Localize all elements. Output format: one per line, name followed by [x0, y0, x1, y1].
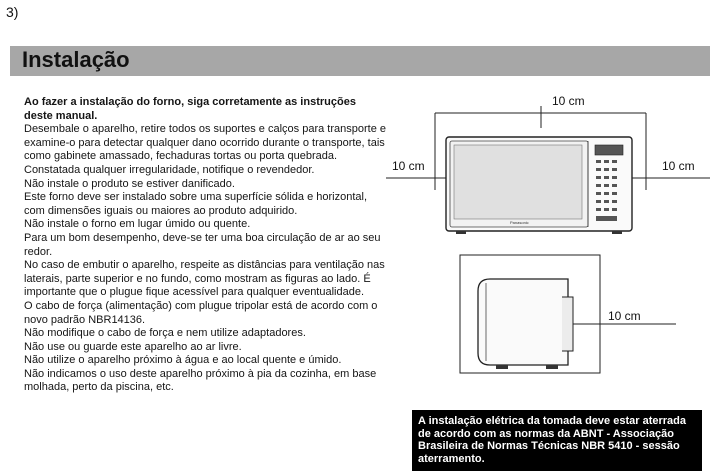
paragraph: Não indicamos o uso deste aparelho próximo à pia da cozinha, em base molhada, perto da piscina, etc.	[24, 367, 377, 394]
side-view	[460, 255, 676, 373]
paragraph: Desembale o aparelho, retire todos os suportes e calços para transporte e examine-o para detectar qualquer dano ocorrido durante o transporte, tais como gabinete amassado, fechaduras tortas ou porta quebrada. Constatada qualquer irregularidade, notifique o revendedor.	[24, 123, 386, 176]
paragraph: Não instale o produto se estiver danificado.	[24, 177, 235, 190]
paragraph: Não modifique o cabo de força e nem utilize adaptadores.	[24, 327, 306, 340]
section-header	[10, 46, 710, 76]
paragraph: Não instale o forno em lugar úmido ou quente.	[24, 218, 251, 231]
brand-label: Panasonic	[510, 220, 529, 225]
paragraph: Para um bom desempenho, deve-se ter uma boa circulação de ar ao seu redor.	[24, 231, 381, 258]
paragraph: Este forno deve ser instalado sobre uma superfície sólida e horizontal, com dimensões iguais ou maiores ao produto adquirido.	[24, 191, 368, 217]
microwave-side-icon	[478, 279, 573, 369]
front-view	[386, 94, 710, 234]
notice-text: A instalação elétrica da tomada deve estar aterrada de acordo com as normas da ABNT - Associação Brasileira de Normas Técnicas NBR 5410 - sessão aterramento.	[418, 415, 686, 465]
paragraph: Não utilize o aparelho próximo à água e ao local quente e úmido.	[24, 354, 342, 367]
back-clearance-label: 10 cm	[608, 309, 641, 323]
microwave-front-icon	[446, 137, 632, 234]
paragraph: Não use ou guarde este aparelho ao ar livre.	[24, 340, 242, 353]
instructions-text	[24, 96, 386, 395]
top-clearance-label: 10 cm	[552, 94, 585, 108]
question-number: 3)	[6, 4, 19, 20]
paragraph: No caso de embutir o aparelho, respeite as distâncias para ventilação nas laterais, parte superior e no fundo, como mostram as figuras ao lado. É importante que o plugue fique acessível para qualquer eventualidade.	[24, 259, 385, 299]
section-title: Instalação	[22, 47, 130, 72]
grounding-notice	[412, 410, 702, 471]
intro-text: Ao fazer a instalação do forno, siga corretamente as instruções deste manual.	[24, 96, 356, 122]
installation-diagram	[386, 88, 710, 406]
paragraph: O cabo de força (alimentação) com plugue tripolar está de acordo com o novo padrão NBR14136.	[24, 299, 378, 326]
right-clearance-label: 10 cm	[662, 159, 695, 173]
left-clearance-label: 10 cm	[392, 159, 425, 173]
